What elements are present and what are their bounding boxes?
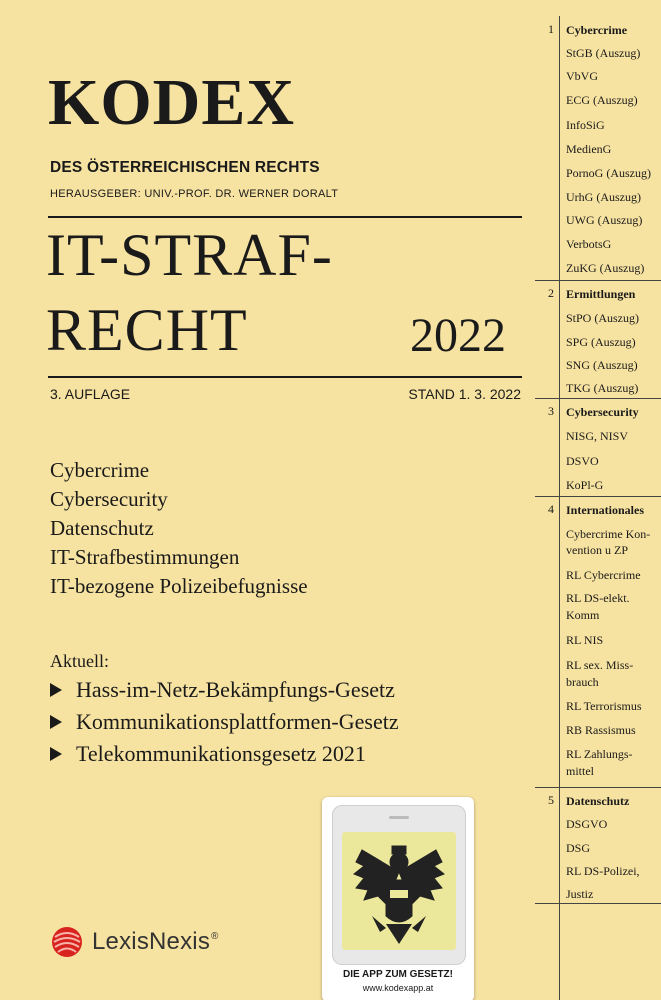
aktuell-list (50, 674, 399, 770)
aktuell-item-label: Kommunikationsplattformen-Gesetz (76, 709, 399, 734)
register-item: mittel (566, 764, 594, 778)
topic-item: IT-Strafbestimmungen (50, 545, 240, 569)
register-heading: Datenschutz (566, 794, 630, 808)
register-item: brauch (566, 675, 599, 689)
register-item: InfoSiG (566, 118, 605, 132)
register-item: TKG (Auszug) (566, 381, 639, 395)
aktuell-item (50, 738, 399, 770)
register-item: vention u ZP (566, 543, 628, 557)
register-item: MedienG (566, 142, 612, 156)
register-item: PornoG (Auszug) (566, 166, 651, 180)
register-heading: Cybercrime (566, 23, 628, 37)
register-item: StPO (Auszug) (566, 311, 640, 325)
divider-bottom (48, 376, 522, 378)
register-item: RL Zahlungs- (566, 747, 633, 761)
aktuell-item-label: Telekommunikationsgesetz 2021 (76, 741, 366, 766)
register-item: RL DS-Polizei, (566, 864, 640, 878)
register-number: 2 (548, 286, 554, 300)
register-item: UrhG (Auszug) (566, 190, 641, 204)
register-number: 3 (548, 404, 554, 418)
divider-top (48, 216, 522, 218)
register-separator (535, 398, 661, 399)
register-item: Justiz (566, 887, 594, 901)
brand-subtitle: DES ÖSTERREICHISCHEN RECHTS (50, 159, 320, 176)
register-heading: Internationales (566, 503, 644, 517)
lexisnexis-knot-icon (50, 925, 84, 959)
register-item: SNG (Auszug) (566, 358, 638, 372)
register-item: DSVO (566, 454, 599, 468)
register-item: VbVG (566, 69, 598, 83)
register-item: RB Rassismus (566, 723, 636, 737)
topic-list (50, 456, 308, 601)
aktuell-item (50, 674, 399, 706)
register-item: RL sex. Miss- (566, 658, 634, 672)
title-line-1: IT-STRAF- (46, 222, 333, 288)
phone-speaker (389, 816, 409, 819)
topic-item: Cybercrime (50, 458, 150, 482)
register-item: RL Cybercrime (566, 568, 641, 582)
triangle-bullet-icon (50, 747, 62, 761)
register-item: StGB (Auszug) (566, 46, 641, 60)
register-separator (535, 787, 661, 788)
register-item: SPG (Auszug) (566, 335, 636, 349)
edition-year: 2022 (410, 309, 506, 362)
aktuell-item-label: Hass-im-Netz-Bekämpfungs-Gesetz (76, 677, 395, 702)
austrian-eagle-icon (342, 832, 456, 950)
register-item: NISG, NISV (566, 429, 629, 443)
triangle-bullet-icon (50, 683, 62, 697)
register-item: DSGVO (566, 817, 608, 831)
stand-date: STAND 1. 3. 2022 (408, 386, 521, 402)
register-heading: Ermittlungen (566, 287, 636, 301)
register-item: UWG (Auszug) (566, 213, 643, 227)
app-promo-url: www.kodexapp.at (362, 983, 434, 993)
publisher-logo (50, 925, 218, 959)
aktuell-label: Aktuell: (50, 651, 109, 671)
register-item: RL DS-elekt. (566, 591, 630, 605)
registered-mark: ® (211, 931, 219, 942)
register-number: 1 (548, 22, 554, 36)
register-vertical-line (559, 16, 560, 1000)
phone-screen (342, 832, 456, 950)
aktuell-item (50, 706, 399, 738)
topic-item: IT-bezogene Polizeibefugnisse (50, 574, 308, 598)
register-item: RL NIS (566, 633, 604, 647)
topic-item: Datenschutz (50, 516, 154, 540)
register-item: Komm (566, 608, 600, 622)
app-promo-card (322, 797, 474, 1000)
register-number: 4 (548, 502, 554, 516)
register-item: KoPl-G (566, 478, 604, 492)
brand-title: KODEX (48, 66, 296, 139)
app-promo-title: DIE APP ZUM GESETZ! (342, 969, 453, 980)
register-separator (535, 903, 661, 904)
title-line-2: RECHT (46, 297, 248, 363)
register-separator (535, 280, 661, 281)
editor-line: HERAUSGEBER: UNIV.-PROF. DR. WERNER DORALT (50, 188, 339, 200)
register-number: 5 (548, 793, 554, 807)
register-item: RL Terrorismus (566, 699, 642, 713)
register-separator (535, 496, 661, 497)
register-index (535, 0, 661, 1000)
phone-mockup (332, 805, 466, 965)
publisher-name: LexisNexis (92, 928, 211, 955)
register-item: ZuKG (Auszug) (566, 261, 645, 275)
edition-label: 3. AUFLAGE (50, 386, 131, 402)
triangle-bullet-icon (50, 715, 62, 729)
topic-item: Cybersecurity (50, 487, 168, 511)
register-item: DSG (566, 841, 591, 855)
register-item: VerbotsG (566, 237, 612, 251)
register-item: Cybercrime Kon- (566, 527, 651, 541)
register-item: ECG (Auszug) (566, 93, 638, 107)
register-heading: Cybersecurity (566, 405, 639, 419)
